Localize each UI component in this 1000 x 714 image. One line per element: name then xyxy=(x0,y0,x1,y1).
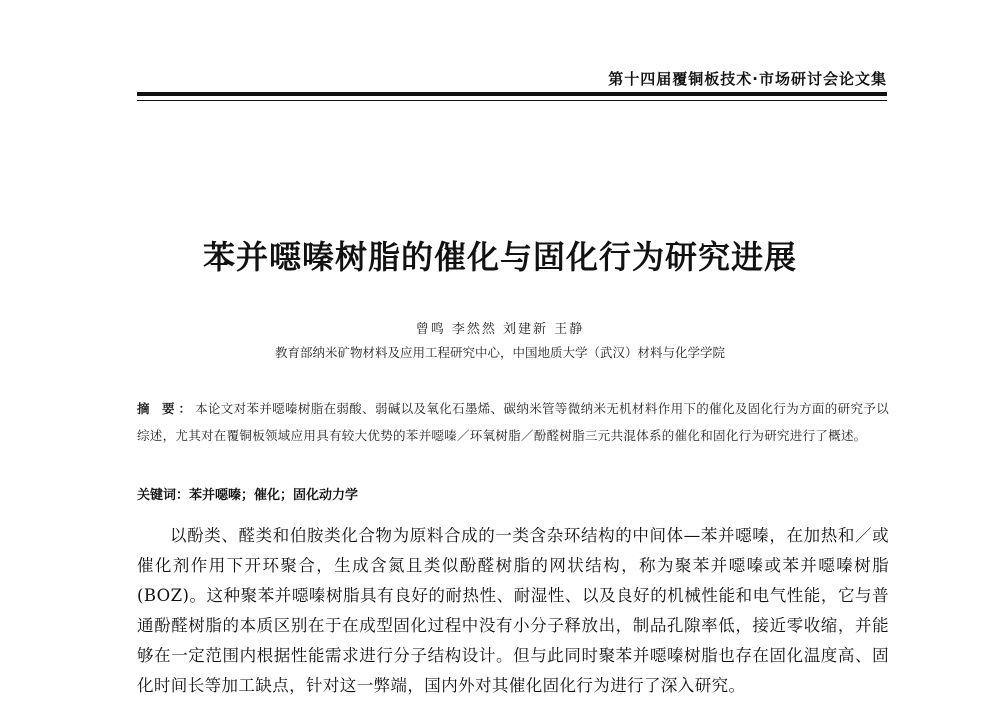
keywords-label: 关键词： xyxy=(137,488,190,503)
abstract-label: 摘 要： xyxy=(137,401,196,416)
author-affiliation: 教育部纳米矿物材料及应用工程研究中心，中国地质大学（武汉）材料与化学学院 xyxy=(274,345,725,360)
paper-title: 苯并噁嗪树脂的催化与固化行为研究进展 xyxy=(202,238,797,276)
keywords-text: 苯并噁嗪；催化；固化动力学 xyxy=(189,488,359,503)
header-rule-thin xyxy=(137,100,887,101)
keywords xyxy=(137,484,889,503)
abstract xyxy=(137,395,889,449)
author-list: 曾鸣 李然然 刘建新 王静 xyxy=(415,322,585,337)
body-paragraph: 以酚类、醛类和伯胺类化合物为原料合成的一类含杂环结构的中间体—苯并噁嗪，在加热和／或催化剂作用下开环聚合，生成含氮且类似酚醛树脂的网状结构，称为聚苯并噁嗪或苯并噁嗪树脂(BOZ)。这种聚苯并噁嗪树脂具有良好的耐热性、耐湿性、以及良好的机械性能和电气性能，它与普通酚醛树脂的本质区别在于在成型固化过程中没有小分子释放出，制品孔隙率低，接近零收缩，并能够在一定范围内根据性能需求进行分子结构设计。但与此同时聚苯并噁嗪树脂也存在固化温度高、固化时间长等加工缺点，针对这一弊端，国内外对其催化固化行为进行了深入研究。 xyxy=(137,526,889,695)
running-header: 第十四届覆铜板技术·市场研讨会论文集 xyxy=(608,70,887,88)
abstract-text: 本论文对苯并噁嗪树脂在弱酸、弱碱以及氧化石墨烯、碳纳米管等微纳米无机材料作用下的催化及固化行为方面的研究予以综述，尤其对在覆铜板领域应用具有较大优势的苯并噁嗪／环氧树脂／酚醛树脂三元共混体系的催化和固化行为研究进行了概述。 xyxy=(137,401,889,443)
header-rule-thick xyxy=(137,92,887,96)
